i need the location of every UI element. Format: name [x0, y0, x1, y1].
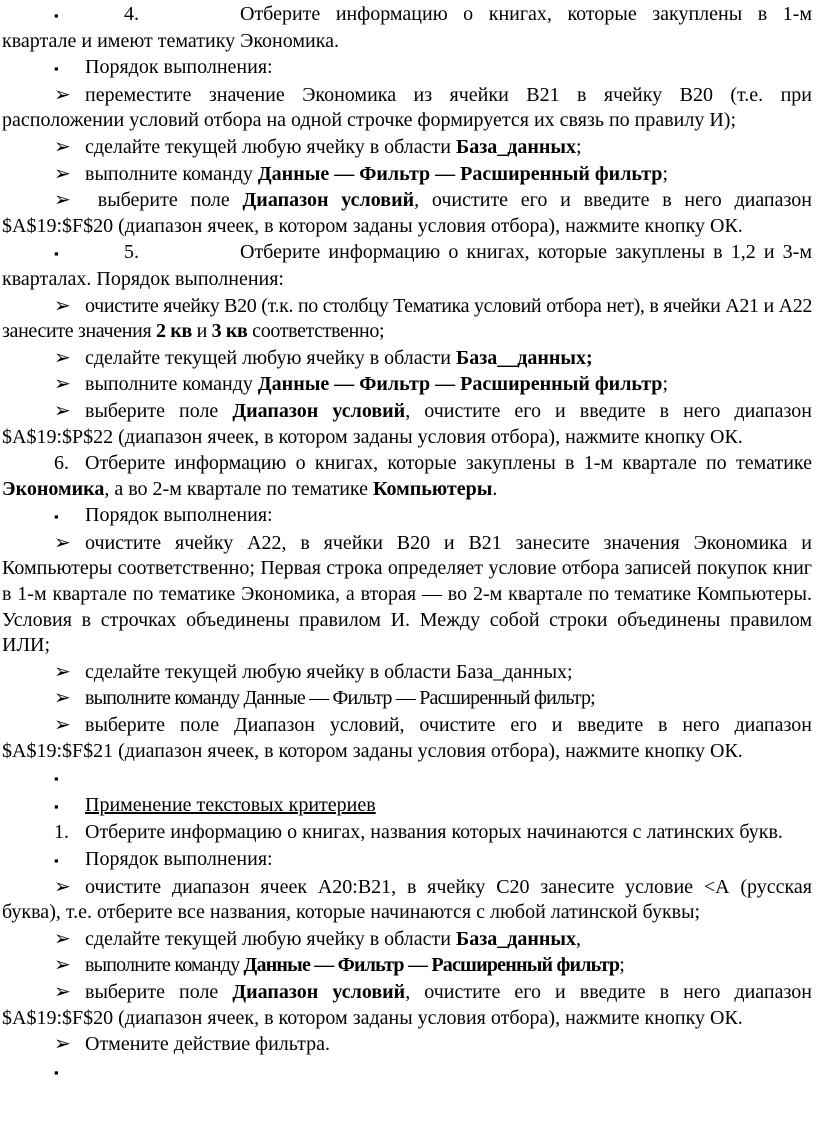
arrow-bullet-icon: ➢ [54, 714, 71, 737]
paragraph-text: сделайте текущей любую ячейку в области База_данных; [85, 660, 573, 683]
paragraph-step [2, 372, 812, 398]
paragraph-step [2, 294, 812, 345]
bold-term: Компьютеры [373, 477, 493, 500]
paragraph-step [2, 713, 812, 764]
bold-term: Данные — Фильтр — Расширенный фильтр [257, 373, 663, 396]
arrow-bullet-icon: ➢ [54, 980, 71, 1003]
paragraph-text: ; [619, 954, 624, 977]
paragraph-text: очистите ячейку A22, в ячейки B20 и B21 занесите значения Экономика и Компьютеры соответственно; Первая строка определяет условие отбора записей покупок книг в 1-м квартале по тематике Экономика, а вторая — во 2-м квартале по тематике Компьютеры. Условия в строчках объединены правилом И. Между собой строки объединены правилом ИЛИ; [2, 531, 812, 657]
list-number: 5. [124, 241, 139, 264]
list-number: 4. [124, 3, 139, 25]
square-bullet-icon: ▪ [54, 853, 59, 868]
bold-term: База_данных [456, 135, 577, 158]
square-bullet-icon: ▪ [54, 509, 59, 525]
paragraph-text: переместите значение Экономика из ячейки B21 в ячейку B20 (т.е. при расположении условий отбора на одной строчке формируется их связь по правилу И); [2, 83, 812, 132]
paragraph-empty-bullet [2, 1059, 812, 1086]
arrow-bullet-icon: ➢ [54, 83, 71, 106]
square-bullet-icon: ▪ [54, 1064, 59, 1080]
square-bullet-icon: ▪ [54, 798, 59, 814]
arrow-bullet-icon: ➢ [54, 135, 71, 158]
arrow-bullet-icon: ➢ [54, 660, 71, 683]
paragraph-text: выберите поле [85, 980, 233, 1003]
paragraph-text: выполните команду [85, 162, 258, 185]
paragraph-text: ; [576, 135, 582, 158]
arrow-bullet-icon: ➢ [54, 875, 71, 898]
paragraph-step [2, 660, 812, 686]
paragraph-text: , очистите его и введите в него диапазон $A$19:$F$20 (диапазон ячеек, в котором заданы условия отбора), нажмите кнопку ОК. [2, 189, 812, 237]
paragraph-text: Порядок выполнения: [85, 504, 273, 527]
arrow-bullet-icon: ➢ [54, 954, 70, 977]
bold-term: Данные — Фильтр — Расширенный фильтр [257, 162, 663, 185]
paragraph-text: и [191, 320, 212, 343]
paragraph-step [2, 927, 812, 953]
paragraph-text: Отберите информацию о книгах, которые закуплены в 1,2 и 3-м кварталах. Порядок выполнения: [2, 241, 812, 290]
arrow-bullet-icon: ➢ [54, 399, 71, 422]
list-number: 6. [54, 452, 69, 475]
paragraph-step [2, 188, 812, 239]
paragraph-text: выберите поле [85, 189, 243, 212]
bold-term: Диапазон условий [232, 399, 406, 422]
bold-term: 2 кв [155, 320, 192, 343]
arrow-bullet-icon: ➢ [54, 531, 71, 554]
paragraph-step [2, 399, 812, 450]
paragraph-text: Отберите информацию о книгах, которые закуплены в 1-м квартале по тематике [85, 452, 812, 475]
paragraph-text: очистите диапазон ячеек A20:B21, в ячейку C20 занесите условие <А (русская буква), т.е. отберите все названия, которые начинаются с любой латинской буквы; [2, 875, 812, 924]
paragraph-step [2, 953, 812, 979]
section-heading-text: Применение текстовых критериев [85, 793, 376, 816]
paragraph-step [2, 531, 812, 659]
paragraph-task-5 [2, 240, 812, 292]
paragraph-text: очистите ячейку B20 (т.к. по столбцу Тематика условий отбора нет), в ячейки A21 и A22 занесите значения [2, 294, 812, 343]
bold-term: База__данных; [456, 346, 593, 369]
paragraph-step [2, 875, 812, 926]
bold-term: Диапазон условий [242, 189, 415, 212]
paragraph-text: Отберите информацию о книгах, названия которых начинаются с латинских букв. [85, 821, 783, 844]
square-bullet-icon: ▪ [54, 8, 59, 23]
paragraph-text: выполните команду [85, 954, 244, 977]
paragraph-text: выполните команду Данные — Фильтр — Расширенный фильтр; [85, 687, 595, 710]
paragraph-text: ; [662, 373, 668, 396]
bold-term: 3 кв [211, 320, 248, 343]
arrow-bullet-icon: ➢ [54, 373, 71, 396]
paragraph-procedure-heading [2, 847, 812, 874]
paragraph-task-4 [2, 0, 812, 54]
paragraph-text: Порядок выполнения: [85, 56, 273, 79]
arrow-bullet-icon: ➢ [54, 162, 71, 185]
paragraph-text: , а во 2-м квартале по тематике [104, 477, 373, 500]
arrow-bullet-icon: ➢ [54, 294, 71, 317]
paragraph-text: Порядок выполнения: [85, 848, 273, 870]
paragraph-task-1 [2, 820, 812, 846]
paragraph-step [2, 135, 812, 161]
arrow-bullet-icon: ➢ [54, 346, 71, 369]
paragraph-text: , очистите его и введите в него диапазон $A$19:$P$22 (диапазон ячеек, в котором заданы условия отбора), нажмите кнопку ОК. [2, 399, 812, 448]
square-bullet-icon: ▪ [54, 61, 59, 77]
arrow-bullet-icon: ➢ [54, 687, 70, 710]
paragraph-step [2, 1032, 812, 1058]
paragraph-procedure-heading [2, 55, 812, 82]
bold-term: Данные — Фильтр — Расширенный фильтр [243, 954, 620, 977]
paragraph-procedure-heading [2, 503, 812, 530]
paragraph-text: , очистите его и введите в него диапазон $A$19:$F$20 (диапазон ячеек, в котором заданы условия отбора), нажмите кнопку ОК. [2, 980, 812, 1029]
arrow-bullet-icon: ➢ [54, 1033, 71, 1056]
paragraph-step [2, 980, 812, 1031]
paragraph-task-6 [2, 451, 812, 502]
section-heading [2, 793, 812, 820]
paragraph-text: выберите поле [85, 399, 233, 422]
paragraph-step [2, 162, 812, 188]
paragraph-text: выполните команду [85, 373, 258, 396]
bold-term: Экономика [2, 477, 105, 500]
bold-term: База_данных [456, 927, 577, 950]
list-number: 1. [54, 821, 69, 844]
bold-term: Диапазон условий [232, 980, 406, 1003]
square-bullet-icon: ▪ [54, 246, 59, 262]
arrow-bullet-icon: ➢ [54, 189, 71, 212]
paragraph-text: Отмените действие фильтра. [85, 1033, 330, 1056]
paragraph-step [2, 83, 812, 134]
arrow-bullet-icon: ➢ [54, 927, 71, 950]
paragraph-empty-bullet [2, 765, 812, 792]
paragraph-step [2, 346, 812, 372]
paragraph-text: выберите поле Диапазон условий, очистите его и введите в него диапазон $A$19:$F$21 (диапазон ячеек, в котором заданы условия отбора), нажмите кнопку ОК. [2, 714, 812, 762]
square-bullet-icon: ▪ [54, 771, 59, 787]
paragraph-text: , [576, 927, 582, 950]
paragraph-text: сделайте текущей любую ячейку в области [85, 346, 456, 369]
paragraph-step [2, 686, 812, 712]
paragraph-text: сделайте текущей любую ячейку в области [85, 927, 456, 950]
paragraph-text: ; [662, 162, 668, 185]
paragraph-text: сделайте текущей любую ячейку в области [85, 135, 456, 158]
paragraph-text: соответственно; [247, 320, 385, 343]
paragraph-text: Отберите информацию о книгах, которые закуплены в 1-м квартале и имеют тематику Экономика. [2, 3, 812, 52]
paragraph-text: . [492, 477, 498, 500]
